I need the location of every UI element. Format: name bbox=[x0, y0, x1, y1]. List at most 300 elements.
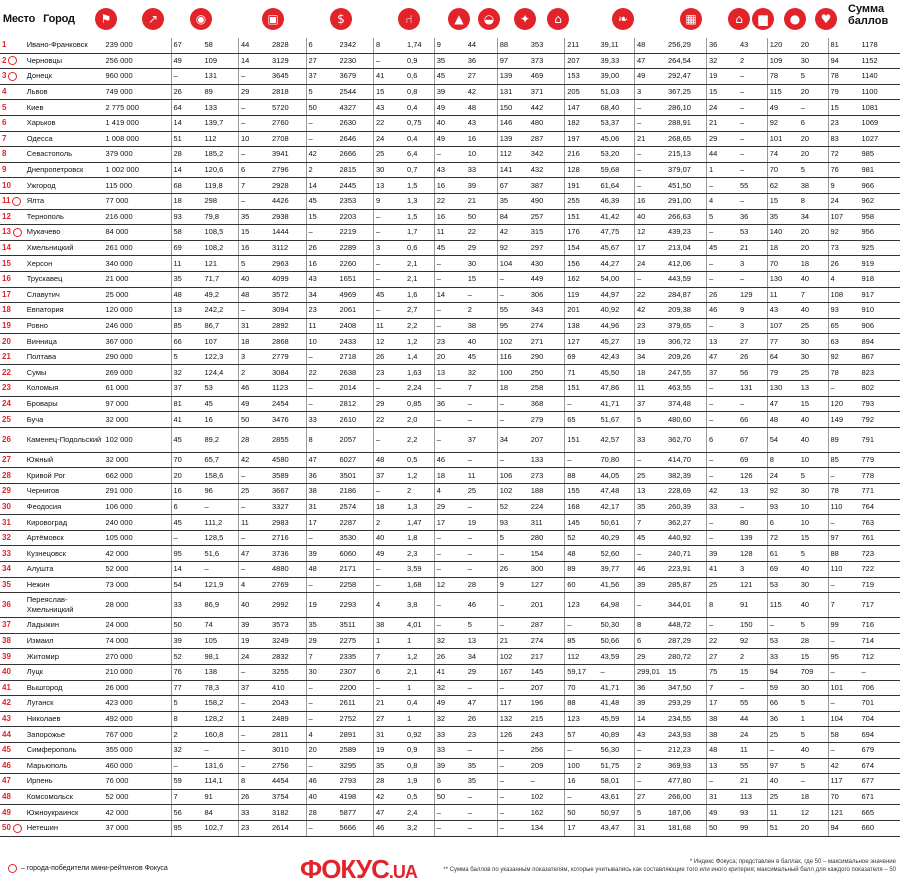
value-cell: 43,47 bbox=[599, 820, 635, 836]
value-cell: 4198 bbox=[338, 789, 374, 805]
value-cell: 26 bbox=[239, 789, 271, 805]
city-cell: Кузнецовск bbox=[25, 546, 104, 562]
value-cell: 25 000 bbox=[104, 287, 172, 303]
value-cell: 26 bbox=[434, 649, 466, 665]
value-cell: 266,63 bbox=[666, 209, 707, 225]
sum-cell: 701 bbox=[860, 696, 900, 712]
value-cell: – bbox=[599, 664, 635, 680]
rank-cell bbox=[0, 412, 25, 428]
value-cell: 2342 bbox=[338, 38, 374, 53]
value-cell: 2489 bbox=[270, 711, 306, 727]
value-cell: 22 bbox=[635, 287, 667, 303]
value-cell: 30 bbox=[799, 349, 828, 365]
value-cell: 5 bbox=[799, 618, 828, 634]
value-cell: 2260 bbox=[338, 256, 374, 272]
rank-cell bbox=[0, 593, 25, 618]
value-cell: 5 bbox=[799, 468, 828, 484]
value-cell: 306,72 bbox=[666, 334, 707, 350]
city-cell: Днепропетровск bbox=[25, 162, 104, 178]
value-cell: 131,6 bbox=[203, 758, 239, 774]
value-cell: – bbox=[306, 696, 338, 712]
value-cell: 68 bbox=[171, 178, 203, 194]
value-cell: 369,93 bbox=[666, 758, 707, 774]
value-cell: 119 bbox=[565, 287, 599, 303]
value-cell: 11 bbox=[738, 742, 767, 758]
value-cell: 47 bbox=[306, 452, 338, 468]
table-row bbox=[0, 256, 900, 272]
value-cell: 264,54 bbox=[666, 53, 707, 69]
value-cell: 24 bbox=[828, 193, 860, 209]
value-cell: 150 bbox=[497, 100, 529, 116]
value-cell: 129 bbox=[738, 287, 767, 303]
value-cell: 13 bbox=[171, 303, 203, 319]
value-cell: 15 bbox=[828, 100, 860, 116]
value-cell: 127 bbox=[565, 334, 599, 350]
value-cell: 45 bbox=[707, 240, 739, 256]
value-cell: 1,6 bbox=[405, 287, 434, 303]
value-cell: 1,4 bbox=[405, 349, 434, 365]
value-cell: – bbox=[497, 593, 529, 618]
value-cell: 138 bbox=[565, 318, 599, 334]
value-cell: 30 bbox=[799, 484, 828, 500]
value-cell: 8 bbox=[799, 193, 828, 209]
value-cell: 18 bbox=[374, 499, 406, 515]
value-cell: 47 bbox=[466, 696, 498, 712]
value-cell: 0,4 bbox=[405, 131, 434, 147]
rank-cell bbox=[0, 271, 25, 287]
calculator-icon: ▦ bbox=[680, 8, 702, 30]
value-cell: 36 bbox=[707, 38, 739, 53]
rank-number: 40 bbox=[2, 667, 11, 677]
value-cell: 1123 bbox=[270, 381, 306, 397]
value-cell: 53,37 bbox=[599, 115, 635, 131]
value-cell: 51 bbox=[171, 131, 203, 147]
value-cell: – bbox=[203, 562, 239, 578]
value-cell: 58,01 bbox=[599, 774, 635, 790]
value-cell: 410 bbox=[270, 680, 306, 696]
value-cell: – bbox=[828, 468, 860, 484]
sum-cell: 761 bbox=[860, 530, 900, 546]
value-cell: 469 bbox=[529, 69, 565, 85]
sum-cell: 723 bbox=[860, 546, 900, 562]
value-cell: 3941 bbox=[270, 147, 306, 163]
rank-cell bbox=[0, 711, 25, 727]
city-cell: Запорожье bbox=[25, 727, 104, 743]
value-cell: 71 bbox=[565, 365, 599, 381]
value-cell: 3645 bbox=[270, 69, 306, 85]
value-cell: 2,7 bbox=[405, 303, 434, 319]
value-cell: 46 bbox=[306, 774, 338, 790]
value-cell: – bbox=[203, 499, 239, 515]
value-cell: 16 bbox=[434, 178, 466, 194]
value-cell: – bbox=[306, 820, 338, 836]
value-cell: 3,59 bbox=[405, 562, 434, 578]
value-cell: 2258 bbox=[338, 577, 374, 593]
value-cell: 77 000 bbox=[104, 193, 172, 209]
value-cell: 47,86 bbox=[599, 381, 635, 397]
value-cell: 151 bbox=[565, 209, 599, 225]
value-cell: 47 bbox=[635, 53, 667, 69]
table-row bbox=[0, 484, 900, 500]
sum-cell: 771 bbox=[860, 484, 900, 500]
value-cell: 32 bbox=[171, 365, 203, 381]
city-cell: Кривой Рог bbox=[25, 468, 104, 484]
rank-cell bbox=[0, 178, 25, 194]
table-row bbox=[0, 412, 900, 428]
value-cell: 30 bbox=[374, 162, 406, 178]
sum-cell: 956 bbox=[860, 225, 900, 241]
value-cell: 387 bbox=[529, 178, 565, 194]
value-cell: 131 bbox=[738, 381, 767, 397]
value-cell: 44 bbox=[738, 711, 767, 727]
rank-cell bbox=[0, 396, 25, 412]
value-cell: 30 bbox=[466, 256, 498, 272]
value-cell: 92 bbox=[828, 349, 860, 365]
value-cell: 247,55 bbox=[666, 365, 707, 381]
value-cell: 40 bbox=[239, 271, 271, 287]
value-cell: 22 bbox=[306, 365, 338, 381]
value-cell: 29 bbox=[434, 499, 466, 515]
value-cell: 12 bbox=[635, 225, 667, 241]
value-cell: 7 bbox=[707, 680, 739, 696]
rank-number: 32 bbox=[2, 533, 11, 543]
value-cell: 285,87 bbox=[666, 577, 707, 593]
table-row bbox=[0, 664, 900, 680]
value-cell: 42,43 bbox=[599, 349, 635, 365]
sum-cell: 671 bbox=[860, 789, 900, 805]
rank-number: 42 bbox=[2, 698, 11, 708]
value-cell: 20 bbox=[799, 240, 828, 256]
value-cell: 1,2 bbox=[405, 334, 434, 350]
rank-number: 45 bbox=[2, 745, 11, 755]
value-cell: 71,7 bbox=[203, 271, 239, 287]
value-cell: 50 bbox=[707, 820, 739, 836]
value-cell: 91 bbox=[203, 789, 239, 805]
value-cell: 709 bbox=[799, 664, 828, 680]
rank-cell bbox=[0, 820, 25, 836]
table-row bbox=[0, 696, 900, 712]
value-cell: 182 bbox=[565, 115, 599, 131]
value-cell: 72 bbox=[767, 530, 799, 546]
value-cell: 36 bbox=[434, 396, 466, 412]
value-cell: – bbox=[434, 318, 466, 334]
value-cell: 73 bbox=[828, 240, 860, 256]
value-cell: – bbox=[466, 546, 498, 562]
value-cell: 93 bbox=[738, 805, 767, 821]
value-cell: – bbox=[635, 593, 667, 618]
value-cell: – bbox=[374, 562, 406, 578]
value-cell: 266,00 bbox=[666, 789, 707, 805]
value-cell: 126 bbox=[497, 727, 529, 743]
sum-cell: 779 bbox=[860, 452, 900, 468]
value-cell: 268,65 bbox=[666, 131, 707, 147]
city-header: Город bbox=[43, 13, 75, 25]
value-cell: 291,00 bbox=[666, 193, 707, 209]
value-cell: 67 bbox=[171, 38, 203, 53]
value-cell: 65 bbox=[828, 318, 860, 334]
city-cell: Севастополь bbox=[25, 147, 104, 163]
value-cell: 64 bbox=[767, 349, 799, 365]
value-cell: 94 bbox=[828, 820, 860, 836]
rank-number: 6 bbox=[2, 118, 7, 128]
value-cell: 3 bbox=[738, 562, 767, 578]
value-cell: – bbox=[707, 530, 739, 546]
value-cell: – bbox=[434, 256, 466, 272]
value-cell: 14 bbox=[434, 287, 466, 303]
value-cell: 43,59 bbox=[599, 649, 635, 665]
bed-icon: ▆ bbox=[752, 8, 774, 30]
value-cell: 81 bbox=[171, 396, 203, 412]
value-cell: 48 bbox=[635, 38, 667, 53]
value-cell: 74 bbox=[767, 147, 799, 163]
value-cell: – bbox=[434, 147, 466, 163]
value-cell: 30 bbox=[306, 664, 338, 680]
value-cell: 5 bbox=[799, 758, 828, 774]
value-cell: 242,2 bbox=[203, 303, 239, 319]
value-cell: – bbox=[497, 774, 529, 790]
value-cell: 2832 bbox=[270, 649, 306, 665]
city-cell: Ладыжин bbox=[25, 618, 104, 634]
value-cell: – bbox=[738, 84, 767, 100]
value-cell: 17 bbox=[434, 515, 466, 531]
value-cell: 250 bbox=[529, 365, 565, 381]
sum-cell: 823 bbox=[860, 365, 900, 381]
value-cell: – bbox=[738, 499, 767, 515]
value-cell: 25 bbox=[799, 365, 828, 381]
value-cell: 5 bbox=[799, 69, 828, 85]
table-row bbox=[0, 193, 900, 209]
value-cell: 120 bbox=[767, 38, 799, 53]
city-cell: Кировоград bbox=[25, 515, 104, 531]
value-cell: 6060 bbox=[338, 546, 374, 562]
city-cell: Переяслав-Хмельницкий bbox=[25, 593, 104, 618]
legend-text: – города-победители мини-рейтингов Фокуса bbox=[21, 865, 168, 872]
value-cell: 12 bbox=[434, 577, 466, 593]
value-cell: 53 bbox=[767, 577, 799, 593]
table-row bbox=[0, 287, 900, 303]
city-cell: Ужгород bbox=[25, 178, 104, 194]
value-cell: 2 bbox=[466, 303, 498, 319]
value-cell: 10 bbox=[799, 452, 828, 468]
value-cell: 3129 bbox=[270, 53, 306, 69]
value-cell: 41 bbox=[707, 562, 739, 578]
value-cell: 35 bbox=[171, 271, 203, 287]
value-cell: 3501 bbox=[338, 468, 374, 484]
value-cell: 960 000 bbox=[104, 69, 172, 85]
value-cell: 107 bbox=[203, 334, 239, 350]
city-cell: Коломыя bbox=[25, 381, 104, 397]
value-cell: 2793 bbox=[338, 774, 374, 790]
value-cell: 1,7 bbox=[405, 225, 434, 241]
rank-number: 36 bbox=[2, 600, 11, 610]
value-cell: 2928 bbox=[270, 178, 306, 194]
value-cell: 374,48 bbox=[666, 396, 707, 412]
value-cell: 23 bbox=[635, 318, 667, 334]
value-cell: 5 bbox=[707, 209, 739, 225]
table-row bbox=[0, 427, 900, 452]
value-cell: 50 bbox=[306, 100, 338, 116]
value-cell: 36 bbox=[466, 53, 498, 69]
value-cell: 42 bbox=[828, 758, 860, 774]
value-cell: 4 bbox=[707, 193, 739, 209]
value-cell: – bbox=[738, 396, 767, 412]
value-cell: 33 bbox=[767, 649, 799, 665]
value-cell: – bbox=[565, 742, 599, 758]
value-cell: 353 bbox=[529, 38, 565, 53]
value-cell: – bbox=[707, 468, 739, 484]
value-cell: 43 bbox=[738, 38, 767, 53]
table-row bbox=[0, 115, 900, 131]
value-cell: – bbox=[635, 774, 667, 790]
value-cell: 40 bbox=[635, 209, 667, 225]
table-row bbox=[0, 789, 900, 805]
value-cell: 2,2 bbox=[405, 427, 434, 452]
value-cell: 31 bbox=[374, 727, 406, 743]
value-cell: 58 bbox=[171, 225, 203, 241]
value-cell: 0,8 bbox=[405, 84, 434, 100]
value-cell: 40 bbox=[374, 530, 406, 546]
city-cell: Каменец-Подольский bbox=[25, 427, 104, 452]
city-cell: Мукачево bbox=[25, 225, 104, 241]
value-cell: 287,29 bbox=[666, 633, 707, 649]
value-cell: 223,91 bbox=[666, 562, 707, 578]
rank-number: 22 bbox=[2, 367, 11, 377]
value-cell: 2938 bbox=[270, 209, 306, 225]
value-cell: 6 bbox=[767, 515, 799, 531]
value-cell: 21 bbox=[738, 240, 767, 256]
value-cell: 32 bbox=[171, 742, 203, 758]
value-cell: 368 bbox=[529, 396, 565, 412]
value-cell: 25 bbox=[707, 577, 739, 593]
value-cell: 35 bbox=[239, 209, 271, 225]
sum-cell: 706 bbox=[860, 680, 900, 696]
value-cell: 188 bbox=[529, 484, 565, 500]
value-cell: 2963 bbox=[270, 256, 306, 272]
sum-cell: 919 bbox=[860, 256, 900, 272]
value-cell: 767 000 bbox=[104, 727, 172, 743]
value-cell: 45 bbox=[171, 515, 203, 531]
value-cell: 4880 bbox=[270, 562, 306, 578]
sum-cell: 712 bbox=[860, 649, 900, 665]
value-cell: 215,13 bbox=[666, 147, 707, 163]
value-cell: 168 bbox=[565, 499, 599, 515]
value-cell: 13 bbox=[374, 178, 406, 194]
value-cell: 11 bbox=[466, 468, 498, 484]
value-cell: 70 bbox=[767, 162, 799, 178]
value-cell: 93 bbox=[497, 515, 529, 531]
value-cell: 11 bbox=[171, 256, 203, 272]
value-cell: 44 bbox=[239, 38, 271, 53]
table-row bbox=[0, 499, 900, 515]
value-cell: 256 bbox=[529, 742, 565, 758]
city-cell: Херсон bbox=[25, 256, 104, 272]
value-cell: 89 bbox=[203, 84, 239, 100]
value-cell: 9 bbox=[738, 303, 767, 319]
medal-icon bbox=[8, 72, 17, 81]
value-cell: 16 bbox=[239, 240, 271, 256]
value-cell: – bbox=[767, 742, 799, 758]
value-cell: 75 bbox=[707, 664, 739, 680]
value-cell: 48 bbox=[306, 562, 338, 578]
value-cell: 122,3 bbox=[203, 349, 239, 365]
city-cell: Измаил bbox=[25, 633, 104, 649]
value-cell: 115 bbox=[767, 593, 799, 618]
value-cell: 1 bbox=[239, 711, 271, 727]
value-cell: 131 bbox=[203, 69, 239, 85]
value-cell: 23 bbox=[239, 820, 271, 836]
value-cell: 2 bbox=[738, 649, 767, 665]
value-cell: 112 bbox=[497, 147, 529, 163]
table-row bbox=[0, 84, 900, 100]
value-cell: 128,2 bbox=[203, 711, 239, 727]
rank-number: 44 bbox=[2, 729, 11, 739]
value-cell: 37 bbox=[466, 427, 498, 452]
sum-cell: 1081 bbox=[860, 100, 900, 116]
value-cell: 39,11 bbox=[599, 38, 635, 53]
value-cell: 30 bbox=[799, 577, 828, 593]
rank-number: 38 bbox=[2, 636, 11, 646]
value-cell: 20 bbox=[799, 38, 828, 53]
chair-icon: ⑁ bbox=[398, 8, 420, 30]
value-cell: 95 bbox=[171, 820, 203, 836]
value-cell: 217 bbox=[529, 649, 565, 665]
value-cell: 15 bbox=[799, 396, 828, 412]
value-cell: 108,5 bbox=[203, 225, 239, 241]
value-cell: 33 bbox=[434, 727, 466, 743]
value-cell: – bbox=[466, 805, 498, 821]
value-cell: 84 bbox=[203, 805, 239, 821]
value-cell: – bbox=[466, 789, 498, 805]
value-cell: – bbox=[306, 131, 338, 147]
value-cell: 492 000 bbox=[104, 711, 172, 727]
rank-cell bbox=[0, 38, 25, 53]
value-cell: 2 bbox=[635, 758, 667, 774]
rank-cell bbox=[0, 696, 25, 712]
rank-cell bbox=[0, 334, 25, 350]
value-cell: 3182 bbox=[270, 805, 306, 821]
value-cell: 480 bbox=[529, 115, 565, 131]
value-cell: 19 bbox=[306, 593, 338, 618]
value-cell: 4,01 bbox=[405, 618, 434, 634]
value-cell: 50,61 bbox=[599, 515, 635, 531]
value-cell: – bbox=[306, 396, 338, 412]
city-cell: Бровары bbox=[25, 396, 104, 412]
value-cell: 25 bbox=[799, 318, 828, 334]
value-cell: 3679 bbox=[338, 69, 374, 85]
value-cell: 216 bbox=[565, 147, 599, 163]
value-cell: 116 bbox=[497, 349, 529, 365]
value-cell: 21 000 bbox=[104, 271, 172, 287]
value-cell: 59,68 bbox=[599, 162, 635, 178]
value-cell: – bbox=[497, 742, 529, 758]
rank-cell bbox=[0, 789, 25, 805]
value-cell: – bbox=[306, 680, 338, 696]
value-cell: 83 bbox=[828, 131, 860, 147]
value-cell: – bbox=[374, 209, 406, 225]
value-cell: 2 bbox=[405, 484, 434, 500]
value-cell: 40 bbox=[799, 593, 828, 618]
rank-number: 9 bbox=[2, 165, 7, 175]
value-cell: 2646 bbox=[338, 131, 374, 147]
value-cell: 60 bbox=[565, 577, 599, 593]
value-cell: – bbox=[239, 727, 271, 743]
city-cell: Хмельницкий bbox=[25, 240, 104, 256]
value-cell: 7 bbox=[635, 515, 667, 531]
value-cell: 45,27 bbox=[599, 334, 635, 350]
value-cell: 41,56 bbox=[599, 577, 635, 593]
rank-number: 39 bbox=[2, 651, 11, 661]
rank-cell bbox=[0, 381, 25, 397]
